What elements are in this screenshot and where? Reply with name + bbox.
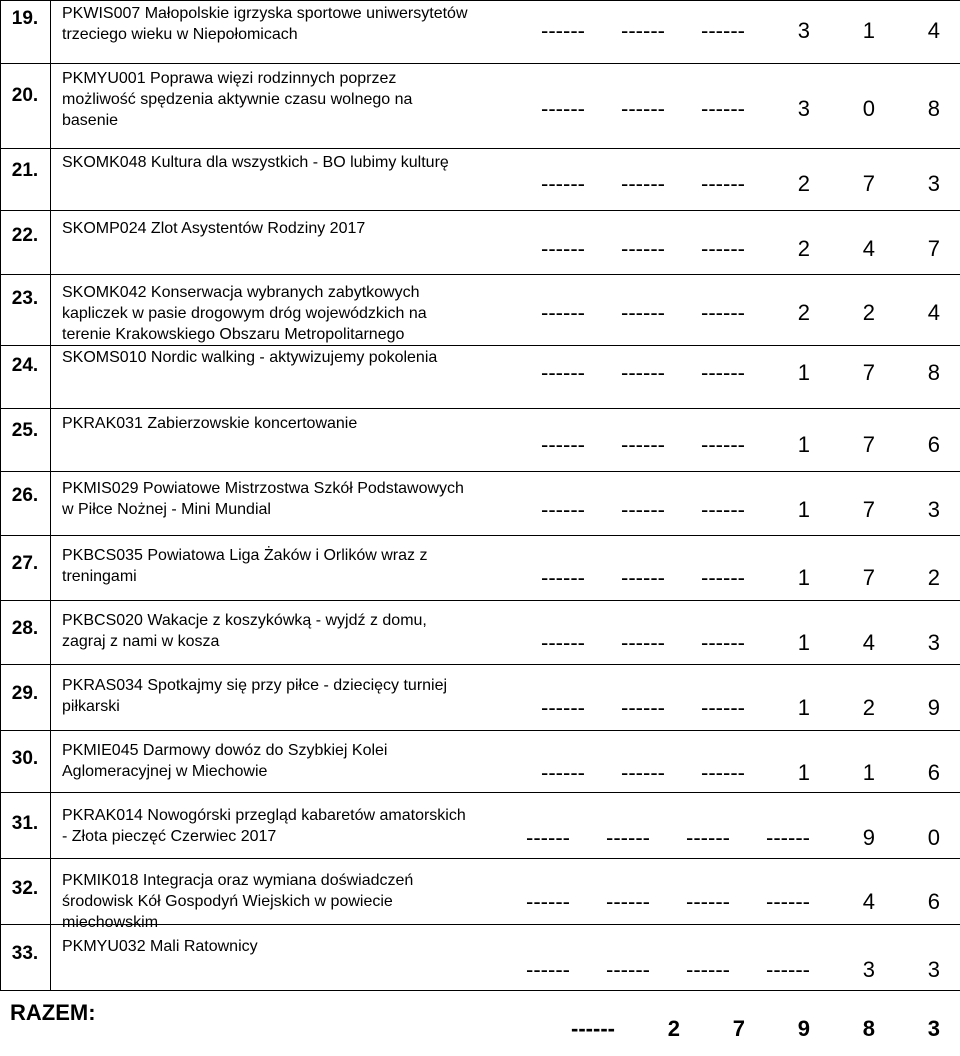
row-divider <box>0 664 960 665</box>
row-title: PKMIK018 Integracja oraz wymiana doświadczeń środowisk Kół Gospodyń Wiejskich w powiecie miechowskim <box>62 872 414 931</box>
row-value-cell: 4 <box>862 630 875 655</box>
row-divider <box>0 63 960 64</box>
row-title: PKMIS029 Powiatowe Mistrzostwa Szkół Podstawowych w Piłce Nożnej - Mini Mundial <box>62 480 464 518</box>
row-value-cell: ------ <box>541 630 585 655</box>
row-value-cell: ------ <box>621 630 665 655</box>
row-value-cell: ------ <box>541 760 585 785</box>
row-divider <box>0 535 960 536</box>
row-value-cell: ------ <box>621 695 665 720</box>
row-value-cell: ------ <box>621 565 665 590</box>
row-value-cell: 3 <box>927 171 940 196</box>
row-value-cell: ------ <box>621 497 665 522</box>
row-value-cell: 9 <box>927 695 940 720</box>
row-title: PKRAK031 Zabierzowskie koncertowanie <box>62 415 358 432</box>
row-value-cell: 2 <box>797 171 810 196</box>
row-number: 25. <box>11 420 39 441</box>
row-value-cell: ------ <box>701 18 745 43</box>
row-value-cell: ------ <box>541 360 585 385</box>
row-number: 20. <box>11 85 39 106</box>
row-value-cell: 1 <box>797 760 810 785</box>
row-values <box>505 171 940 197</box>
row-value-cell: ------ <box>701 432 745 457</box>
row-number: 24. <box>11 355 39 376</box>
row-divider <box>0 345 960 346</box>
row-values <box>505 695 940 721</box>
row-divider <box>0 858 960 859</box>
row-value-cell: 1 <box>862 760 875 785</box>
row-values <box>505 497 940 523</box>
row-value-cell: 3 <box>927 630 940 655</box>
row-divider <box>0 990 960 991</box>
row-value-cell: 0 <box>862 96 875 121</box>
row-number: 19. <box>11 8 39 29</box>
row-value-cell: ------ <box>621 432 665 457</box>
total-value-cell: 7 <box>732 1016 745 1041</box>
row-values <box>490 889 940 915</box>
row-value-cell: 6 <box>927 432 940 457</box>
row-value-cell: 3 <box>927 497 940 522</box>
row-value-cell: ------ <box>701 300 745 325</box>
row-divider <box>0 730 960 731</box>
row-title: SKOMS010 Nordic walking - aktywizujemy pokolenia <box>62 349 438 366</box>
row-number: 27. <box>11 553 39 574</box>
row-value-cell: 7 <box>927 236 940 261</box>
row-value-cell: ------ <box>526 957 570 982</box>
row-value-cell: 4 <box>927 300 940 325</box>
row-value-cell: 2 <box>927 565 940 590</box>
row-value-cell: ------ <box>686 825 730 850</box>
row-values <box>505 300 940 326</box>
row-value-cell: 0 <box>927 825 940 850</box>
row-divider <box>0 471 960 472</box>
row-value-cell: 3 <box>927 957 940 982</box>
row-title: PKWIS007 Małopolskie igrzyska sportowe uniwersytetów trzeciego wieku w Niepołomicach <box>62 5 468 43</box>
row-value-cell: 4 <box>927 18 940 43</box>
row-value-cell: ------ <box>766 957 810 982</box>
row-value-cell: ------ <box>621 18 665 43</box>
total-value-cell: ------ <box>571 1016 615 1041</box>
row-divider <box>0 0 960 1</box>
row-value-cell: ------ <box>621 360 665 385</box>
row-value-cell: ------ <box>701 760 745 785</box>
row-number: 31. <box>11 813 39 834</box>
row-value-cell: ------ <box>701 497 745 522</box>
row-value-cell: ------ <box>701 360 745 385</box>
row-value-cell: ------ <box>701 695 745 720</box>
row-value-cell: ------ <box>541 171 585 196</box>
row-value-cell: 8 <box>927 96 940 121</box>
row-value-cell: ------ <box>621 236 665 261</box>
row-value-cell: ------ <box>766 825 810 850</box>
row-value-cell: ------ <box>621 96 665 121</box>
row-divider <box>0 792 960 793</box>
row-title: PKBCS020 Wakacje z koszykówką - wyjdź z domu, zagraj z nami w kosza <box>62 612 427 650</box>
row-values <box>505 236 940 262</box>
row-divider <box>0 274 960 275</box>
row-title: PKRAS034 Spotkajmy się przy piłce - dziecięcy turniej piłkarski <box>62 677 448 715</box>
row-values <box>490 825 940 851</box>
row-value-cell: ------ <box>621 760 665 785</box>
row-value-cell: ------ <box>606 957 650 982</box>
row-value-cell: 7 <box>862 171 875 196</box>
row-number: 21. <box>11 160 39 181</box>
row-title: SKOMK042 Konserwacja wybranych zabytkowych kapliczek w pasie drogowym dróg wojewódzkich na terenie Krakowskiego Obszaru Metropolitarnego <box>62 284 427 343</box>
row-value-cell: 7 <box>862 432 875 457</box>
row-number: 32. <box>11 878 39 899</box>
row-value-cell: 4 <box>862 889 875 914</box>
total-value-cell: 3 <box>927 1016 940 1041</box>
row-value-cell: ------ <box>541 695 585 720</box>
row-value-cell: ------ <box>621 171 665 196</box>
total-value-cell: 2 <box>667 1016 680 1041</box>
row-value-cell: ------ <box>541 432 585 457</box>
row-title: PKMYU001 Poprawa więzi rodzinnych poprzez możliwość spędzenia aktywnie czasu wolnego na basenie <box>62 70 413 129</box>
row-value-cell: ------ <box>606 889 650 914</box>
row-title: PKBCS035 Powiatowa Liga Żaków i Orlików wraz z treningami <box>62 547 428 585</box>
row-value-cell: ------ <box>541 497 585 522</box>
row-number: 28. <box>11 618 39 639</box>
row-title: PKMIE045 Darmowy dowóz do Szybkiej Kolei Aglomeracyjnej w Miechowie <box>62 742 388 780</box>
row-value-cell: 7 <box>862 360 875 385</box>
total-value-cell: 8 <box>862 1016 875 1041</box>
row-value-cell: ------ <box>541 236 585 261</box>
row-value-cell: 2 <box>862 695 875 720</box>
row-value-cell: 1 <box>797 695 810 720</box>
row-value-cell: ------ <box>766 889 810 914</box>
total-label: RAZEM: <box>10 1000 96 1025</box>
row-values <box>505 18 940 44</box>
row-value-cell: ------ <box>526 825 570 850</box>
row-number: 30. <box>11 748 39 769</box>
row-number: 26. <box>11 485 39 506</box>
row-value-cell: ------ <box>621 300 665 325</box>
total-value-cell: 9 <box>797 1016 810 1041</box>
row-value-cell: 2 <box>797 236 810 261</box>
row-value-cell: 2 <box>862 300 875 325</box>
row-values <box>490 957 940 983</box>
row-value-cell: 8 <box>927 360 940 385</box>
row-value-cell: 1 <box>797 432 810 457</box>
row-value-cell: ------ <box>606 825 650 850</box>
row-value-cell: ------ <box>686 957 730 982</box>
row-value-cell: ------ <box>526 889 570 914</box>
row-divider <box>0 600 960 601</box>
row-value-cell: 1 <box>797 630 810 655</box>
row-value-cell: 1 <box>797 360 810 385</box>
row-title: SKOMP024 Zlot Asystentów Rodziny 2017 <box>62 220 366 237</box>
row-divider <box>0 148 960 149</box>
row-value-cell: 4 <box>862 236 875 261</box>
row-values <box>505 96 940 122</box>
row-title: SKOMK048 Kultura dla wszystkich - BO lubimy kulturę <box>62 154 449 171</box>
row-value-cell: 9 <box>862 825 875 850</box>
row-value-cell: ------ <box>701 171 745 196</box>
row-values <box>505 432 940 458</box>
row-value-cell: 2 <box>797 300 810 325</box>
row-value-cell: ------ <box>541 18 585 43</box>
row-value-cell: 1 <box>797 497 810 522</box>
row-number: 33. <box>11 943 39 964</box>
row-value-cell: ------ <box>686 889 730 914</box>
row-number: 29. <box>11 683 39 704</box>
row-value-cell: ------ <box>541 96 585 121</box>
row-values <box>505 565 940 591</box>
row-value-cell: 3 <box>862 957 875 982</box>
row-value-cell: 7 <box>862 497 875 522</box>
row-value-cell: 7 <box>862 565 875 590</box>
row-divider <box>0 210 960 211</box>
row-title: PKMYU032 Mali Ratownicy <box>62 938 258 955</box>
row-value-cell: ------ <box>541 300 585 325</box>
row-value-cell: 1 <box>797 565 810 590</box>
row-value-cell: 6 <box>927 760 940 785</box>
row-number: 23. <box>11 288 39 309</box>
total-values <box>535 1016 940 1042</box>
row-values <box>505 630 940 656</box>
row-value-cell: 3 <box>797 18 810 43</box>
row-value-cell: 3 <box>797 96 810 121</box>
row-divider <box>0 408 960 409</box>
row-values <box>505 360 940 386</box>
row-value-cell: ------ <box>541 565 585 590</box>
row-value-cell: 6 <box>927 889 940 914</box>
row-value-cell: 1 <box>862 18 875 43</box>
row-values <box>505 760 940 786</box>
row-number: 22. <box>11 225 39 246</box>
row-value-cell: ------ <box>701 236 745 261</box>
row-value-cell: ------ <box>701 96 745 121</box>
row-value-cell: ------ <box>701 565 745 590</box>
row-value-cell: ------ <box>701 630 745 655</box>
row-title: PKRAK014 Nowogórski przegląd kabaretów amatorskich - Złota pieczęć Czerwiec 2017 <box>62 807 466 845</box>
